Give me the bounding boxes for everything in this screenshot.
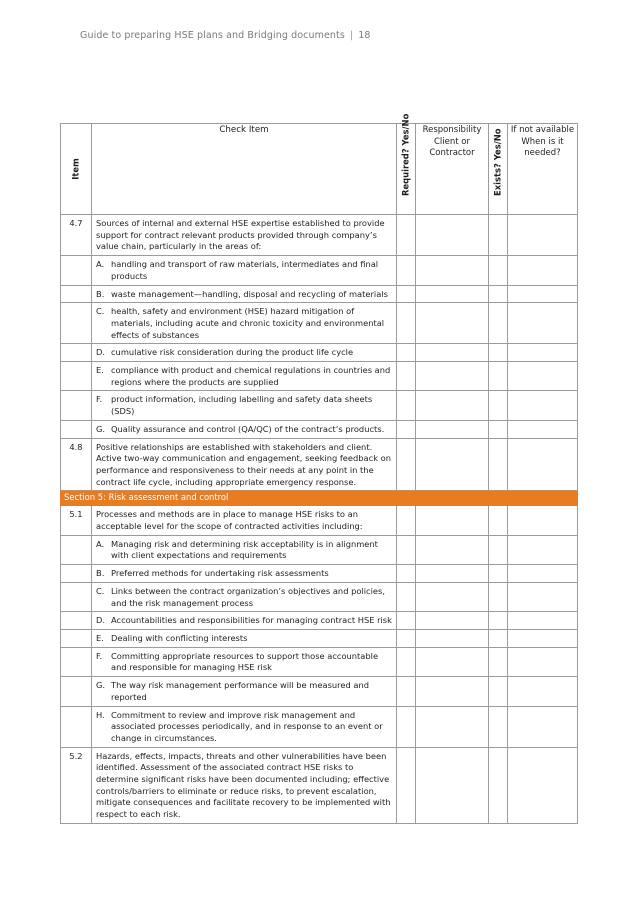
responsibility-cell[interactable] (416, 565, 489, 583)
check-item-text (92, 285, 397, 303)
exists-cell[interactable] (489, 303, 508, 344)
item-number (61, 565, 92, 583)
not-available-cell[interactable] (508, 629, 578, 647)
item-number (61, 647, 92, 676)
not-available-cell[interactable] (508, 535, 578, 564)
subitem-text: Dealing with conflicting interests (111, 632, 248, 643)
required-cell[interactable] (397, 565, 416, 583)
subitem-row (61, 420, 578, 438)
check-item-text: Processes and methods are in place to manage HSE risks to an acceptable level for the scope of contracted activities including: (92, 506, 397, 535)
exists-cell[interactable] (489, 565, 508, 583)
responsibility-cell[interactable] (416, 535, 489, 564)
subitem-text: Links between the contract organization’s objectives and policies, and the risk management process (111, 585, 385, 608)
required-cell[interactable] (397, 677, 416, 706)
check-item-text: Positive relationships are established with stakeholders and client. Active two-way communication and engagement, seeking feedback on performance and responsiveness to their needs at any point in the contract life cycle, including appropriate emergency response. (92, 438, 397, 491)
subitem-text: Quality assurance and control (QA/QC) of the contract’s products. (111, 423, 385, 434)
check-item-row (61, 506, 578, 535)
exists-cell[interactable] (489, 582, 508, 611)
responsibility-cell[interactable] (416, 438, 489, 491)
required-cell[interactable] (397, 506, 416, 535)
subitem-text: Managing risk and determining risk acceptability is in alignment with client expectations and requirements (111, 538, 378, 561)
check-item-text (92, 391, 397, 420)
item-number: 5.1 (61, 506, 92, 535)
not-available-cell[interactable] (508, 506, 578, 535)
check-item-text (92, 647, 397, 676)
exists-cell[interactable] (489, 629, 508, 647)
responsibility-cell[interactable] (416, 362, 489, 391)
item-header: Item (61, 124, 92, 215)
item-number (61, 285, 92, 303)
item-number (61, 629, 92, 647)
responsibility-cell[interactable] (416, 420, 489, 438)
checklist-table (60, 113, 578, 824)
subitem-row (61, 706, 578, 747)
required-header: Required? Yes/No (397, 124, 416, 215)
required-cell[interactable] (397, 303, 416, 344)
required-cell[interactable] (397, 215, 416, 256)
subitem-text: Commitment to review and improve risk management and associated processes periodically, and in response to an event or change in circumstances. (111, 709, 383, 743)
check-item-text: Sources of internal and external HSE expertise established to provide support for contract relevant products provided through company’s value chain, particularly in the areas of: (92, 215, 397, 256)
subitem-row (61, 285, 578, 303)
section-heading: Section 5: Risk assessment and control (61, 491, 578, 506)
item-number: 5.2 (61, 747, 92, 823)
responsibility-cell[interactable] (416, 256, 489, 285)
check-item-text (92, 677, 397, 706)
required-cell[interactable] (397, 582, 416, 611)
required-cell[interactable] (397, 629, 416, 647)
item-number (61, 706, 92, 747)
not-available-cell[interactable] (508, 215, 578, 256)
subitem-row (61, 677, 578, 706)
item-number (61, 256, 92, 285)
item-number (61, 677, 92, 706)
not-available-cell[interactable] (508, 647, 578, 676)
item-number: 4.8 (61, 438, 92, 491)
exists-header: Exists? Yes/No (489, 124, 508, 215)
subitem-text: Preferred methods for undertaking risk assessments (111, 568, 329, 579)
check-item-text (92, 420, 397, 438)
required-cell[interactable] (397, 256, 416, 285)
subitem-row (61, 647, 578, 676)
required-cell[interactable] (397, 344, 416, 362)
check-item-text (92, 582, 397, 611)
check-item-text (92, 303, 397, 344)
not-available-cell[interactable] (508, 362, 578, 391)
subitem-row (61, 582, 578, 611)
not-available-cell[interactable] (508, 612, 578, 630)
subitem-text: waste management—handling, disposal and recycling of materials (111, 288, 388, 299)
not-available-cell[interactable] (508, 582, 578, 611)
exists-cell[interactable] (489, 612, 508, 630)
header-row (61, 124, 578, 215)
not-available-cell[interactable] (508, 565, 578, 583)
subitem-row (61, 535, 578, 564)
required-cell[interactable] (397, 535, 416, 564)
subitem-letter: D. (96, 615, 106, 626)
item-number (61, 612, 92, 630)
check-item-text (92, 535, 397, 564)
item-number: 4.7 (61, 215, 92, 256)
exists-cell[interactable] (489, 747, 508, 823)
subitem-letter: G. (96, 680, 106, 691)
exists-cell[interactable] (489, 362, 508, 391)
responsibility-cell[interactable] (416, 706, 489, 747)
document-title: Guide to preparing HSE plans and Bridging documents (80, 30, 345, 41)
subitem-row (61, 303, 578, 344)
subitem-text: The way risk management performance will be measured and reported (111, 680, 370, 702)
responsibility-cell[interactable] (416, 629, 489, 647)
responsibility-cell[interactable] (416, 647, 489, 676)
check-item-text: Hazards, effects, impacts, threats and other vulnerabilities have been identified. Assessment of the associated contract HSE risks to determine significant risks have been documented including; effective controls/barriers to eliminate or reduce risks, to prevent escalation, mitigate consequences and facilitate recovery to be implemented with respect to each risk. (92, 747, 397, 823)
section-heading-row (61, 491, 578, 506)
item-number (61, 344, 92, 362)
subitem-text: handling and transport of raw materials, intermediates and final products (111, 259, 379, 281)
subitem-text: health, safety and environment (HSE) hazard mitigation of materials, including acute and chronic toxicity and environmental effects of substances (111, 306, 385, 340)
subitem-letter: A. (96, 259, 105, 270)
required-cell[interactable] (397, 420, 416, 438)
check-item-text (92, 706, 397, 747)
exists-cell[interactable] (489, 344, 508, 362)
required-cell[interactable] (397, 391, 416, 420)
subitem-text: product information, including labelling and safety data sheets (SDS) (111, 394, 373, 417)
running-header (80, 30, 371, 41)
subitem-letter: E. (96, 365, 104, 376)
subitem-text: Committing appropriate resources to support those accountable and responsible for managing HSE risk (111, 650, 379, 673)
responsibility-cell[interactable] (416, 285, 489, 303)
subitem-letter: B. (96, 288, 105, 299)
required-cell[interactable] (397, 612, 416, 630)
exists-cell[interactable] (489, 391, 508, 420)
exists-cell[interactable] (489, 677, 508, 706)
responsibility-cell[interactable] (416, 612, 489, 630)
subitem-text: cumulative risk consideration during the product life cycle (111, 347, 354, 358)
subitem-text: compliance with product and chemical regulations in countries and regions where the products are supplied (111, 365, 391, 387)
subitem-letter: C. (96, 585, 105, 596)
subitem-row (61, 391, 578, 420)
exists-cell[interactable] (489, 215, 508, 256)
responsibility-cell[interactable] (416, 747, 489, 823)
not-available-cell[interactable] (508, 391, 578, 420)
not-available-cell[interactable] (508, 344, 578, 362)
responsibility-cell[interactable] (416, 344, 489, 362)
subitem-row (61, 344, 578, 362)
responsibility-cell[interactable] (416, 391, 489, 420)
item-number (61, 420, 92, 438)
not-available-cell[interactable] (508, 438, 578, 491)
responsibility-cell[interactable] (416, 677, 489, 706)
exists-cell[interactable] (489, 256, 508, 285)
check-item-row (61, 215, 578, 256)
not-available-cell[interactable] (508, 706, 578, 747)
exists-cell[interactable] (489, 506, 508, 535)
check-item-text (92, 362, 397, 391)
subitem-row (61, 565, 578, 583)
subitem-letter: B. (96, 568, 105, 579)
required-cell[interactable] (397, 706, 416, 747)
required-cell[interactable] (397, 438, 416, 491)
check-item-text (92, 256, 397, 285)
item-number (61, 535, 92, 564)
exists-cell[interactable] (489, 285, 508, 303)
responsibility-cell[interactable] (416, 303, 489, 344)
check-item-text (92, 344, 397, 362)
not-available-header: If not available When is it needed? (508, 124, 578, 215)
item-number (61, 582, 92, 611)
not-available-cell[interactable] (508, 285, 578, 303)
subitem-row (61, 629, 578, 647)
not-available-cell[interactable] (508, 303, 578, 344)
not-available-cell[interactable] (508, 747, 578, 823)
subitem-row (61, 256, 578, 285)
required-cell[interactable] (397, 647, 416, 676)
check-item-row (61, 747, 578, 823)
check-item-row (61, 438, 578, 491)
exists-cell[interactable] (489, 438, 508, 491)
responsibility-cell[interactable] (416, 506, 489, 535)
header-separator: | (349, 30, 354, 41)
subitem-letter: F. (96, 650, 103, 661)
responsibility-cell[interactable] (416, 215, 489, 256)
check-item-text (92, 629, 397, 647)
required-cell[interactable] (397, 362, 416, 391)
exists-cell[interactable] (489, 647, 508, 676)
subitem-row (61, 612, 578, 630)
check-item-header: Check Item (92, 124, 397, 215)
subitem-letter: A. (96, 538, 105, 549)
responsibility-header: Responsibility Client or Contractor (416, 124, 489, 215)
responsibility-cell[interactable] (416, 582, 489, 611)
check-item-text (92, 565, 397, 583)
check-item-text (92, 612, 397, 630)
not-available-cell[interactable] (508, 677, 578, 706)
item-number (61, 362, 92, 391)
subitem-letter: D. (96, 347, 106, 358)
subitem-text: Accountabilities and responsibilities for managing contract HSE risk (111, 615, 392, 626)
item-number (61, 391, 92, 420)
subitem-letter: H. (96, 709, 105, 720)
required-cell[interactable] (397, 747, 416, 823)
subitem-letter: C. (96, 306, 105, 317)
subitem-letter: F. (96, 394, 103, 405)
not-available-cell[interactable] (508, 420, 578, 438)
subitem-letter: E. (96, 632, 104, 643)
exists-cell[interactable] (489, 535, 508, 564)
page-number: 18 (358, 30, 371, 41)
exists-cell[interactable] (489, 420, 508, 438)
not-available-cell[interactable] (508, 256, 578, 285)
subitem-letter: G. (96, 423, 106, 434)
item-number (61, 303, 92, 344)
subitem-row (61, 362, 578, 391)
required-cell[interactable] (397, 285, 416, 303)
exists-cell[interactable] (489, 706, 508, 747)
